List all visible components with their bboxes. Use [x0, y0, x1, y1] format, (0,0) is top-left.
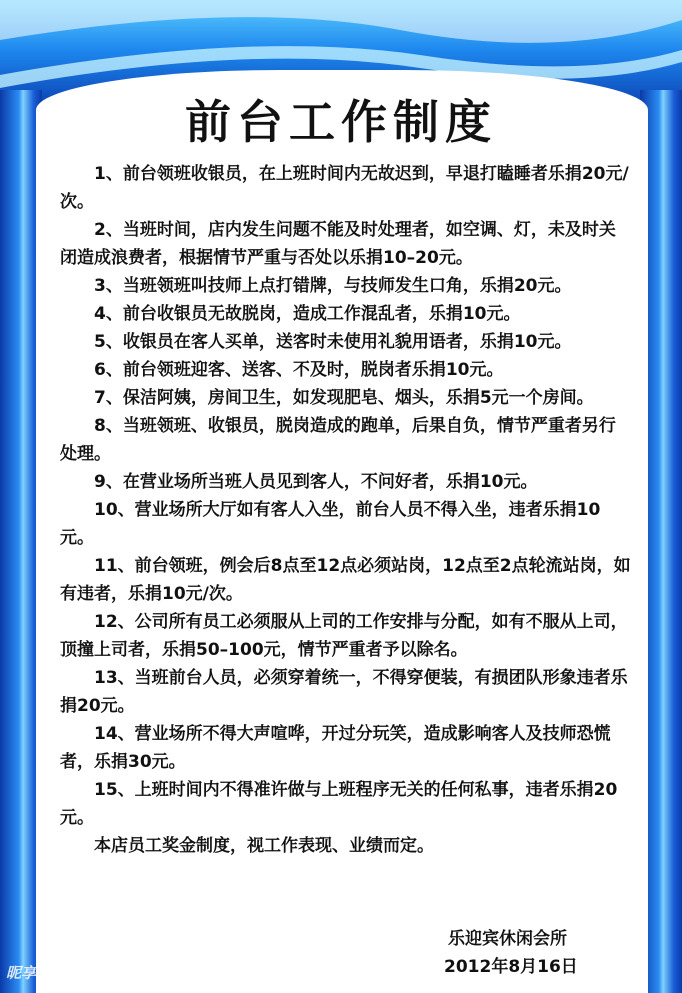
closing-statement: 本店员工奖金制度，视工作表现、业绩而定。: [94, 836, 434, 856]
watermark-site: www.nipic.com: [66, 967, 177, 982]
watermark-brand: 昵享网: [6, 964, 52, 982]
clause-7: 7、保洁阿姨，房间卫生，如发现肥皂、烟头，乐捐5元一个房间。: [94, 388, 594, 408]
clause-14: 14、营业场所不得大声喧哗，开过分玩笑，造成影响客人及技师恐慌者，乐捐30元。: [60, 724, 611, 772]
clause-5: 5、收银员在客人买单，送客时未使用礼貌用语者，乐捐10元。: [94, 332, 572, 352]
clause-3: 3、当班领班叫技师上点打错牌，与技师发生口角，乐捐20元。: [94, 276, 572, 296]
watermark-logo: [6, 962, 177, 983]
notice-title: 前台工作制度: [185, 95, 497, 149]
issuer-signature: 乐迎宾休闲会所: [448, 929, 567, 949]
clause-6: 6、前台领班迎客、送客、不及时，脱岗者乐捐10元。: [94, 360, 504, 380]
notice-body: [60, 160, 632, 860]
clause-9: 9、在营业场所当班人员见到客人，不问好者，乐捐10元。: [94, 472, 538, 492]
clause-10: 10、营业场所大厅如有客人入坐，前台人员不得入坐，违者乐捐10元。: [60, 500, 601, 548]
watermark-photo-id: ID:9856659 NO:20120820093748216155: [444, 978, 631, 988]
clause-2: 2、当班时间，店内发生问题不能及时处理者，如空调、灯，未及时关闭造成浪费者，根据情节严重与否处以乐捐10–20元。: [60, 220, 616, 268]
clause-13: 13、当班前台人员，必须穿着统一，不得穿便装，有损团队形象违者乐捐20元。: [60, 668, 628, 716]
issue-date: 2012年8月16日: [444, 957, 578, 977]
clause-1: 1、前台领班收银员，在上班时间内无故迟到，早退打瞌睡者乐捐20元/次。: [60, 164, 629, 212]
clause-15: 15、上班时间内不得准许做与上班程序无关的任何私事，违者乐捐20元。: [60, 780, 618, 828]
clause-12: 12、公司所有员工必须服从上司的工作安排与分配，如有不服从上司，顶撞上司者，乐捐50–100元，情节严重者予以除名。: [60, 612, 628, 660]
clause-11: 11、前台领班，例会后8点至12点必须站岗，12点至2点轮流站岗，如有违者，乐捐10元/次。: [60, 556, 631, 604]
clause-8: 8、当班领班、收银员，脱岗造成的跑单，后果自负，情节严重者另行处理。: [60, 416, 616, 464]
clause-4: 4、前台收银员无故脱岗，造成工作混乱者，乐捐10元。: [94, 304, 521, 324]
